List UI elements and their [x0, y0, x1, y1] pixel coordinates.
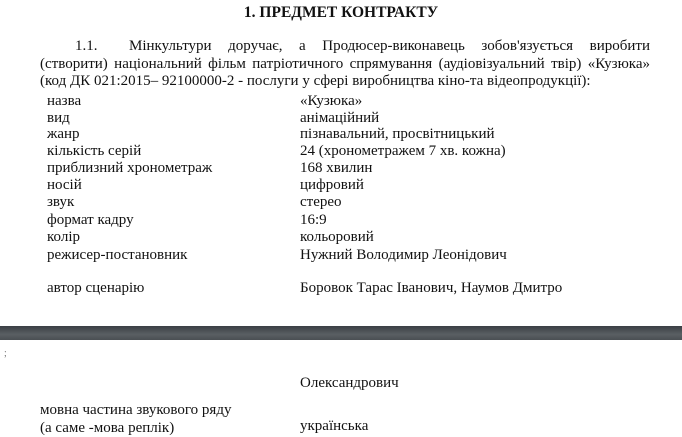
- row-label: звук: [47, 194, 75, 210]
- language-value: українська: [300, 418, 369, 434]
- row-value: анімаційний: [300, 110, 380, 126]
- row-label: кількість серій: [47, 143, 142, 159]
- row-label: формат кадру: [47, 212, 134, 228]
- row-label: жанр: [47, 126, 80, 142]
- row-value: Нужний Володимир Леонідович: [300, 247, 507, 263]
- row-value: «Кузюка»: [300, 93, 363, 109]
- row-value: кольоровий: [300, 229, 374, 245]
- paragraph-line-2: (створити) національний фільм патріотичного спрямування (аудіовізуальний твір) «Кузюка»: [40, 56, 650, 72]
- language-label-1: мовна частина звукового ряду: [40, 402, 232, 418]
- author-continuation: Олександрович: [300, 375, 399, 391]
- row-label: автор сценарію: [47, 280, 145, 296]
- page-break-separator: [0, 326, 682, 340]
- row-value: 168 хвилин: [300, 160, 373, 176]
- row-label: вид: [47, 110, 70, 126]
- row-label: носій: [47, 177, 82, 193]
- row-value: цифровий: [300, 177, 364, 193]
- row-value: 16:9: [300, 212, 327, 228]
- row-value: 24 (хронометражем 7 хв. кожна): [300, 143, 506, 159]
- paragraph-line-3: (код ДК 021:2015– 92100000-2 - послуги у сфері виробництва кіно-та відеопродукції):: [40, 73, 591, 89]
- row-label: режисер-постановник: [47, 247, 188, 263]
- paragraph-number: 1.1.: [75, 38, 98, 54]
- section-title: 1. ПРЕДМЕТ КОНТРАКТУ: [243, 4, 439, 21]
- row-value: пізнавальний, просвітницький: [300, 126, 495, 142]
- page-mark: ;: [4, 348, 7, 359]
- row-label: назва: [47, 93, 82, 109]
- row-label: колір: [47, 229, 80, 245]
- language-label-2: (а саме -мова реплік): [40, 420, 175, 436]
- row-value: Боровок Тарас Іванович, Наумов Дмитро: [300, 280, 563, 296]
- paragraph-text-1: Мінкультури доручає, а Продюсер-виконавець зобов'язується виробити: [129, 38, 650, 54]
- row-label: приблизний хронометраж: [47, 160, 213, 176]
- row-value: стерео: [300, 194, 342, 210]
